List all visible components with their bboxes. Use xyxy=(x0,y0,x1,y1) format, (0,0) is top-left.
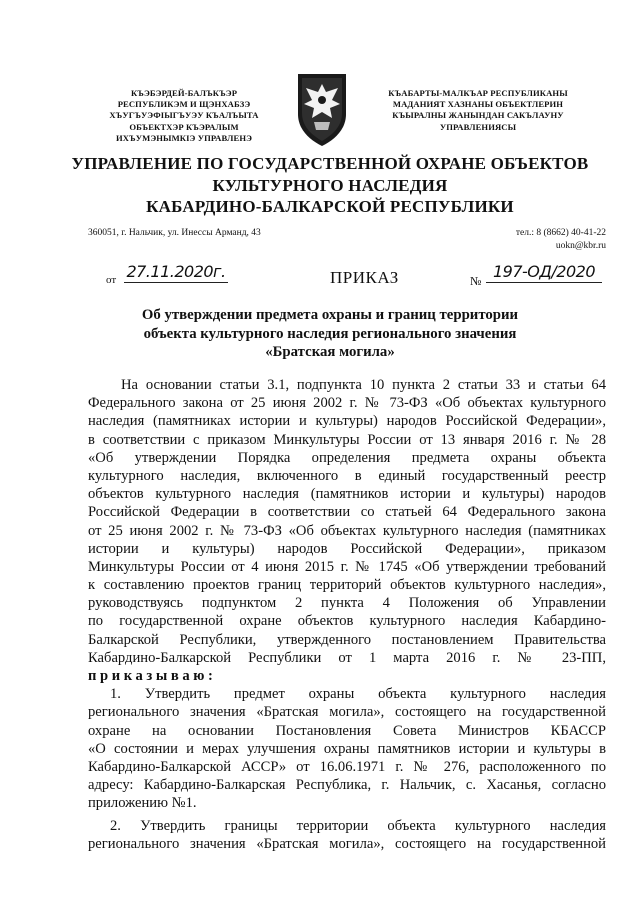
contact-info xyxy=(478,227,606,253)
body-line: Минкультуры России от 4 июня 2015 г. № 1745 «Об утверждении требований xyxy=(88,558,606,575)
agency-title-line: УПРАВЛЕНИЕ ПО ГОСУДАРСТВЕННОЙ ОХРАНЕ ОБЪЕКТОВ xyxy=(71,154,589,173)
header-right-line: УПРАВЛЕНИЯСЫ xyxy=(439,121,517,132)
coat-of-arms-emblem xyxy=(292,70,352,148)
email-address: uokn@kbr.ru xyxy=(555,241,606,251)
body-line: Федерального закона от 25 июня 2002 г. № 73-ФЗ «Об объектах культурного xyxy=(88,395,606,412)
body-line: «О состоянии и мерах улучшения охраны памятников истории и культуры в xyxy=(88,740,606,757)
document-type: ПРИКАЗ xyxy=(330,268,399,287)
date-label: от xyxy=(106,274,117,286)
body-line: приложению №1. xyxy=(88,795,197,812)
body-line: Балкарской Республики, утвержденного постановлением Правительства xyxy=(88,631,606,648)
header-left-line: ХЪУГЪУЭФІЫГЪУЭУ КЪАЛЪЫТА xyxy=(109,110,259,121)
title-line: Об утверждении предмета охраны и границ территории xyxy=(141,307,519,323)
header-left-line: РЕСПУБЛИКЭМ И ЩЭНХАБЗЭ xyxy=(117,99,251,110)
eagle-icon xyxy=(292,70,352,148)
body-line: 2. Утвердить границы территории объекта культурного наследия xyxy=(110,817,606,834)
body-line: культурного наследия, включенного в единый государственный реестр xyxy=(88,467,606,484)
order-number: 197-ОД/2020 xyxy=(486,262,602,283)
body-line: охране на основании Постановления Совета Министров КБАССР xyxy=(88,722,606,739)
body-line: Кабардино-Балкарской АССР» от 16.06.1971 г. № 276, расположенного по xyxy=(88,758,606,775)
body-line: наследия (памятниках истории и культуры) народов Российской Федерации», xyxy=(88,413,606,430)
number-label: № xyxy=(470,274,482,288)
agency-title-line: КУЛЬТУРНОГО НАСЛЕДИЯ xyxy=(212,175,448,195)
body-line: руководствуясь подпунктом 2 пункта 4 Положения об Управлении xyxy=(88,595,606,612)
header-right-line: КЪАБАРТЫ-МАЛКЪАР РЕСПУБЛИКАНЫ xyxy=(388,88,568,98)
body-line: в соответствии с приказом Минкультуры России от 13 января 2016 г. № 28 xyxy=(88,431,606,448)
phone-number: тел.: 8 (8662) 40-41-22 xyxy=(515,228,606,238)
document-title xyxy=(60,306,600,362)
body-line: 1. Утвердить предмет охраны объекта культурного наследия xyxy=(110,686,606,703)
postal-address: 360051, г. Нальчик, ул. Инессы Арманд, 43 xyxy=(88,228,261,238)
body-line: Кабардино-Балкарской Республики от 1 марта 2016 г. № 23-ПП, xyxy=(88,649,606,666)
header-right-line: КЪЫРАЛНЫ ЖАНЫНДАН САКЪЛАУНУ xyxy=(392,110,564,121)
body-line: регионального значения «Братская могила», состоящего на государственной xyxy=(88,704,606,721)
header-left-line: ИХЪУМЭНЫМКІЭ УПРАВЛЕНЭ xyxy=(115,132,253,143)
document-body xyxy=(88,376,606,853)
body-line: регионального значения «Братская могила», состоящего на государственной xyxy=(88,835,606,852)
header-right-line: МАДАНИЯТ ХАЗНАНЫ ОБЪЕКТЛЕРИН xyxy=(392,99,564,110)
decree-word: приказываю: xyxy=(88,668,217,684)
body-line: по государственной охране объектов культурного наследия Кабардино- xyxy=(88,613,606,630)
body-line: от 25 июня 2002 г. № 73-ФЗ «Об объектах культурного наследия (памятниках xyxy=(88,522,606,539)
order-date: 27.11.2020г. xyxy=(124,262,228,283)
body-line: На основании статьи 3.1, подпункта 10 пункта 2 статьи 33 и статьи 64 xyxy=(121,377,606,393)
body-line: адресу: Кабардино-Балкарская Республика, г. Нальчик, с. Хасанья, согласно xyxy=(88,777,606,794)
agency-title-line: КАБАРДИНО-БАЛКАРСКОЙ РЕСПУБЛИКИ xyxy=(146,197,514,216)
body-line: истории и культуры) народов Российской Федерации», приказом xyxy=(88,540,606,557)
agency-title xyxy=(60,153,600,218)
body-line: Российской Федерации в соответствии со статьей 64 Федерального закона xyxy=(88,504,606,521)
title-line: «Братская могила» xyxy=(265,344,395,360)
body-line: «Об утверждении Порядка определения предмета охраны объекта xyxy=(88,449,606,466)
header-left-name xyxy=(78,88,290,144)
title-line: объекта культурного наследия регионального значения xyxy=(143,325,517,342)
header-left-line: ОБЪЕКТХЭР КЪЭРАЛЫМ xyxy=(129,121,239,132)
header-right-name xyxy=(352,88,604,133)
body-line: объектов культурного наследия (памятников истории и культуры) народов xyxy=(88,486,606,503)
body-line: к составлению проектов границ территорий объектов культурного наследия», xyxy=(88,577,606,594)
header-left-line: КЪЭБЭРДЕЙ-БАЛЪКЪЭР xyxy=(130,88,238,98)
